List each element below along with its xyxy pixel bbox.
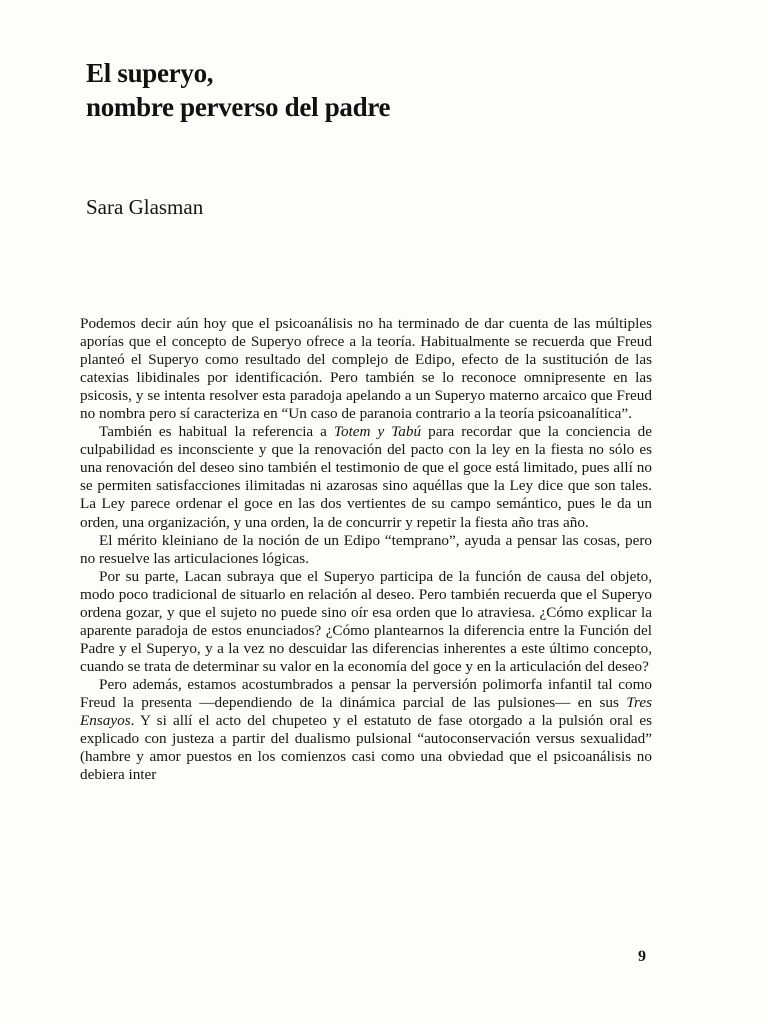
author-name: Sara Glasman — [86, 195, 204, 219]
page-number: 9 — [638, 948, 646, 965]
paragraph-5-italic-title: Tres Ensayos — [80, 693, 652, 730]
paragraph-5-text-end: . Y si allí el acto del chupeteo y el estatuto de fase otorgado a la pulsión oral es explicado con justeza a partir del dualismo pulsional “autoconservación versus sexualidad” (hambre y amor puestos en los comienzos casi como una obviedad que el psicoanálisis no debiera inter — [80, 712, 652, 784]
paragraph-4: Por su parte, Lacan subraya que el Superyo participa de la función de causa del objeto, modo poco tradicional de situarlo en relación al deseo. Pero también recuerda que el Superyo ordena gozar, y que el sujeto no puede sino oír esa orden que lo atraviesa. ¿Cómo explicar la aparente paradoja de estos enunciados? ¿Cómo plantearnos la diferencia entre la Función del Padre y el Superyo, y a la vez no descuidar las diferencias inherentes a este último concepto, cuando se trata de determinar su valor en la economía del goce y en la articulación del deseo? — [80, 567, 652, 675]
paragraph-3: El mérito kleiniano de la noción de un Edipo “temprano”, ayuda a pensar las cosas, pero no resuelve las articulaciones lógicas. — [80, 531, 652, 567]
paragraph-5 — [80, 676, 652, 784]
article-title — [86, 56, 390, 124]
paragraph-2 — [80, 423, 652, 531]
article-body — [80, 315, 652, 784]
title-line-1: El superyo, — [86, 58, 214, 88]
paragraph-2-text-start: También es habitual la referencia a — [99, 423, 334, 441]
paragraph-2-italic-title: Totem y Tabú — [333, 423, 422, 441]
title-line-2: nombre perverso del padre — [86, 92, 391, 122]
paragraph-2-text-end: para recordar que la conciencia de culpabilidad es inconsciente y que la renovación del pacto con la ley en la fiesta no sólo es una renovación del deseo sino también el testimonio de que el goce está limitado, pues allí no se permiten satisfacciones ilimitadas ni azarosas sino aquéllas que la Ley dice que son tales. La Ley parece ordenar el goce en las dos vertientes de su campo semántico, pues le da un orden, una organización, y una orden, la de concurrir y repetir la fiesta año tras año. — [80, 423, 652, 531]
paragraph-5-text-start: Pero además, estamos acostumbrados a pensar la perversión polimorfa infantil tal como Freud la presenta —dependiendo de la dinámica parcial de las pulsiones— en sus — [80, 675, 652, 711]
paragraph-1: Podemos decir aún hoy que el psicoanálisis no ha terminado de dar cuenta de las múltiples aporías que el concepto de Superyo ofrece a la teoría. Habitualmente se recuerda que Freud planteó el Superyo como resultado del complejo de Edipo, efecto de la sustitución de las catexias libidinales por identificación. Pero también se lo reconoce omnipresente en las psicosis, y se intenta resolver esta paradoja apelando a un Superyo materno arcaico que Freud no nombra pero sí caracteriza en “Un caso de paranoia contrario a la teoría psicoanalítica”. — [80, 315, 652, 423]
